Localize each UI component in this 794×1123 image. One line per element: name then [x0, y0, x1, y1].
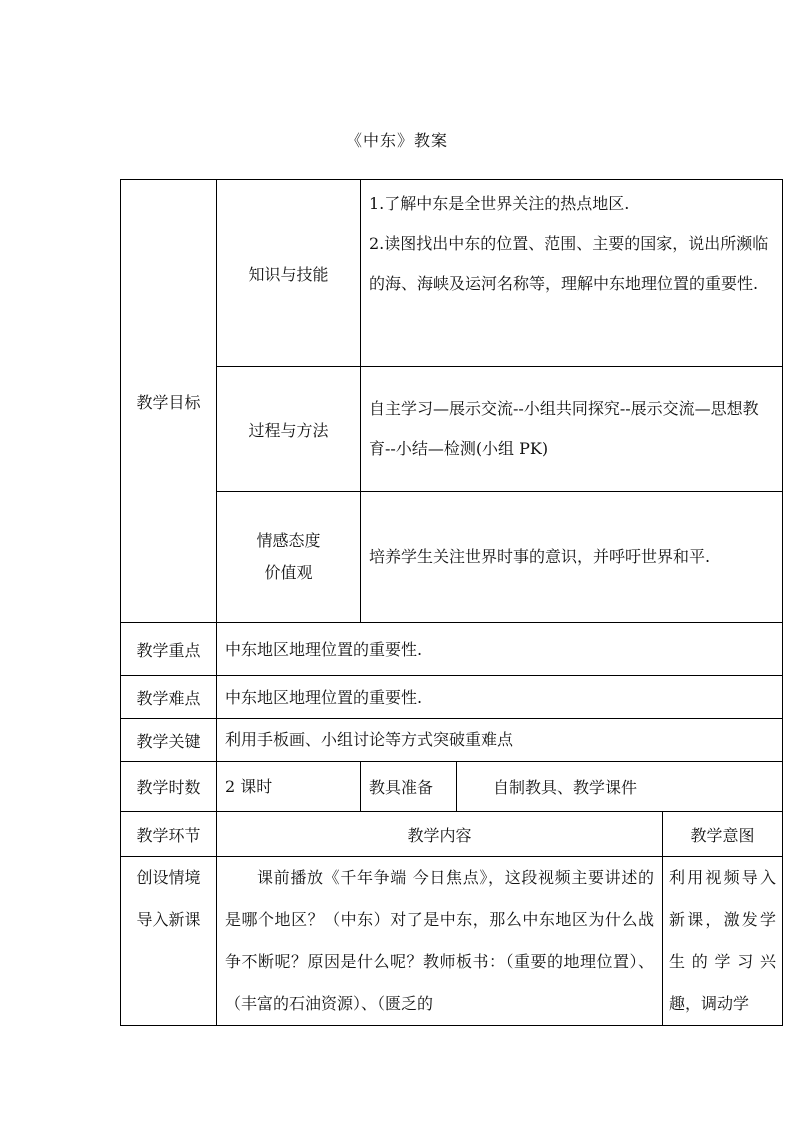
intro-stage-line-1: 创设情境 [136, 868, 201, 887]
intro-stage [121, 857, 217, 1026]
hours-label: 教学时数 [121, 762, 217, 812]
knowledge-line-1: 1.了解中东是全世界关注的热点地区. [369, 194, 630, 213]
process-content: 自主学习—展示交流--小组共同探究--展示交流—思想教育--小结—检测(小组 PK) [361, 367, 783, 492]
content-header: 教学内容 [217, 812, 663, 857]
intent-header: 教学意图 [663, 812, 783, 857]
key-point-row [121, 623, 783, 676]
key-point-content: 中东地区地理位置的重要性. [217, 623, 783, 676]
tools-value: 自制教具、教学课件 [457, 762, 783, 812]
difficulty-content: 中东地区地理位置的重要性. [217, 676, 783, 719]
hours-row [121, 762, 783, 812]
intro-content: 课前播放《千年争端 今日焦点》，这段视频主要讲述的是哪个地区？（中东）对了是中东，那么中东地区为什么战争不断呢？原因是什么呢？教师板书：（重要的地理位置）、（丰富的石油资源）、（匮乏的 [217, 857, 663, 1026]
intro-stage-line-2: 导入新课 [136, 910, 201, 929]
process-label: 过程与方法 [217, 367, 361, 492]
page-title: 《中东》教案 [345, 131, 448, 150]
hours-value: 2 课时 [217, 762, 361, 812]
header-row [121, 812, 783, 857]
difficulty-label: 教学难点 [121, 676, 217, 719]
tools-label: 教具准备 [361, 762, 457, 812]
teaching-key-content: 利用手板画、小组讨论等方式突破重难点 [217, 719, 783, 762]
objectives-label: 教学目标 [121, 180, 217, 623]
difficulty-row [121, 676, 783, 719]
emotion-label-line-1: 情感态度 [256, 531, 321, 550]
intro-row [121, 857, 783, 1026]
objective-row-process [121, 367, 783, 492]
teaching-key-row [121, 719, 783, 762]
key-point-label: 教学重点 [121, 623, 217, 676]
lesson-plan-table [120, 179, 783, 1026]
emotion-content: 培养学生关注世界时事的意识，并呼吁世界和平. [361, 492, 783, 623]
knowledge-line-2: 2.读图找出中东的位置、范围、主要的国家，说出所濒临的海、海峡及运河名称等，理解中东地理位置的重要性. [369, 234, 769, 293]
stage-header: 教学环节 [121, 812, 217, 857]
teaching-key-label: 教学关键 [121, 719, 217, 762]
intro-intent: 利用视频导入新课，激发学生的学习兴趣，调动学 [663, 857, 783, 1026]
knowledge-content [361, 180, 783, 367]
emotion-label [217, 492, 361, 623]
objective-row-knowledge [121, 180, 783, 367]
knowledge-label: 知识与技能 [217, 180, 361, 367]
objective-row-emotion [121, 492, 783, 623]
emotion-label-line-2: 价值观 [264, 563, 313, 582]
